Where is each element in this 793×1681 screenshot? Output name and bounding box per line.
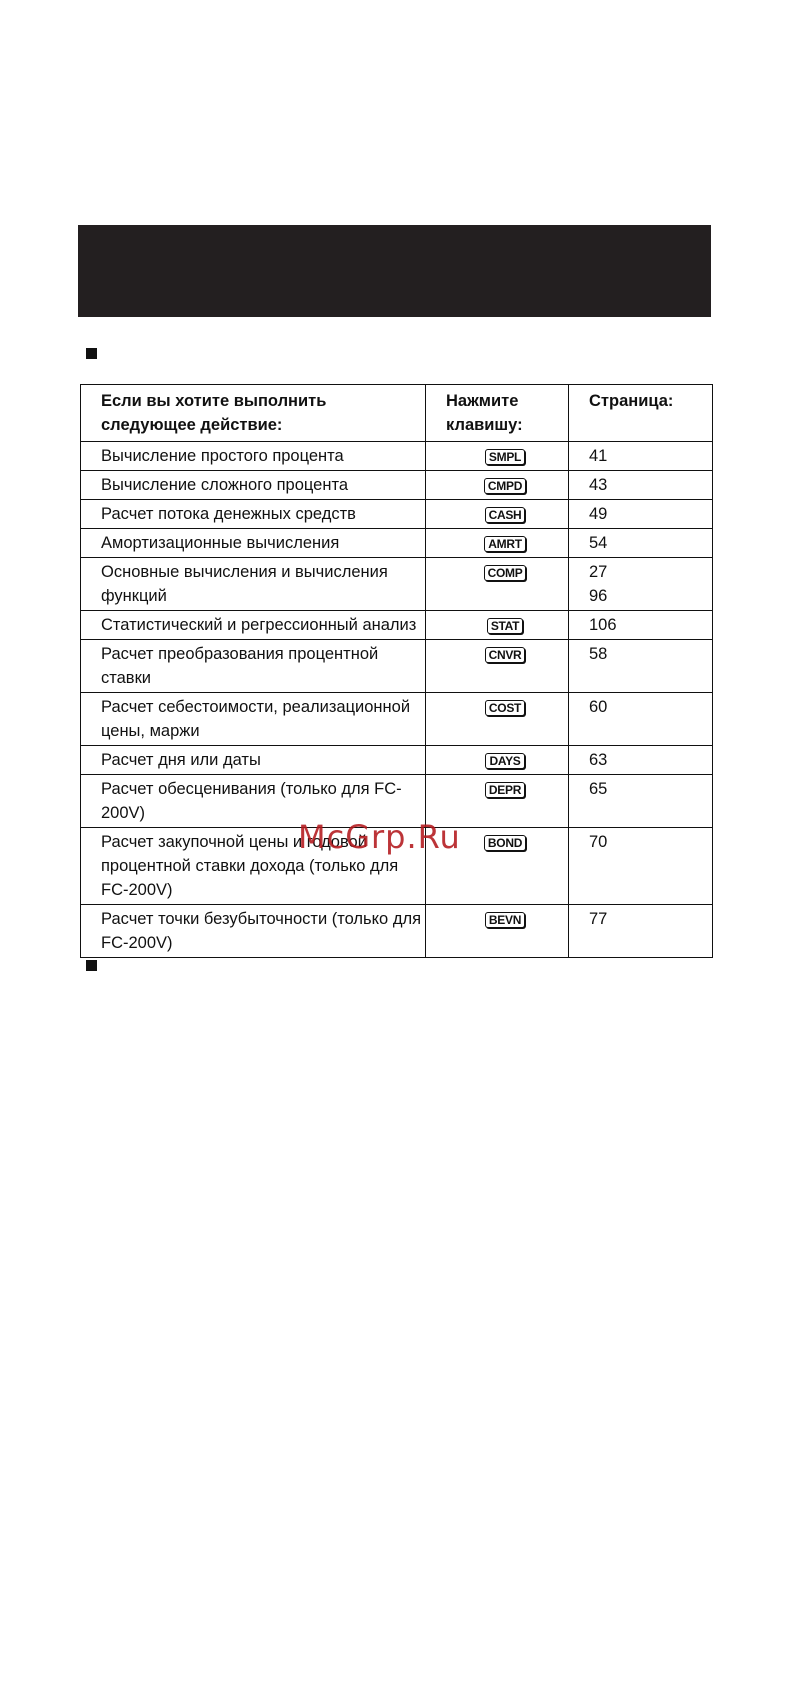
page-number: 70 [589,833,608,851]
key-cell [426,693,569,746]
page-cell [569,471,713,500]
calculator-key-icon: SMPL [485,449,525,465]
header-key: Нажмите клавишу: [426,385,569,442]
calculator-key-icon: DAYS [485,753,524,769]
calculator-key-icon: COMP [484,565,527,581]
action-cell: Расчет себестоимости, реализационной цены, маржи [81,693,426,746]
page-cell [569,905,713,958]
page-number: 77 [589,910,608,928]
key-cell [426,471,569,500]
page-number: 65 [589,780,608,798]
mode-key-table [80,384,713,958]
table-row [81,611,713,640]
bullet-square-icon [86,960,97,971]
watermark: McGrp.Ru [298,818,461,856]
action-cell: Вычисление простого процента [81,442,426,471]
key-cell [426,640,569,693]
table-header-row [81,385,713,442]
calculator-key-icon: CASH [485,507,526,523]
calculator-key-icon: BEVN [485,912,525,928]
calculator-key-icon: BOND [484,835,526,851]
table-row [81,640,713,693]
page-number: 27 [589,563,608,581]
page-number: 43 [589,476,608,494]
page-cell [569,611,713,640]
page-cell [569,775,713,828]
page-cell [569,746,713,775]
key-cell [426,828,569,905]
header-page: Страница: [569,385,713,442]
table-row [81,500,713,529]
action-cell: Амортизационные вычисления [81,529,426,558]
page-cell [569,442,713,471]
page-cell [569,500,713,529]
page-number: 49 [589,505,608,523]
key-cell [426,905,569,958]
key-cell [426,442,569,471]
page-cell [569,558,713,611]
key-cell [426,500,569,529]
table-row [81,529,713,558]
key-cell [426,775,569,828]
action-cell: Расчет точки безубыточности (только для FC-200V) [81,905,426,958]
bullet-square-icon [86,348,97,359]
action-cell: Расчет дня или даты [81,746,426,775]
calculator-key-icon: STAT [487,618,523,634]
header-action: Если вы хотите выполнить следующее действие: [81,385,426,442]
table-row [81,828,713,905]
page-number: 41 [589,447,608,465]
page-number: 54 [589,534,608,552]
table-row [81,471,713,500]
calculator-key-icon: DEPR [485,782,525,798]
table-row [81,746,713,775]
calculator-key-icon: COST [485,700,525,716]
table-row [81,775,713,828]
page-cell [569,529,713,558]
page-cell [569,693,713,746]
key-cell [426,746,569,775]
calculator-key-icon: AMRT [484,536,525,552]
table-row [81,693,713,746]
action-cell: Расчет закупочной цены и годовой процентной ставки дохода (только для FC-200V) [81,828,426,905]
calculator-key-icon: CNVR [485,647,526,663]
section-header-bar [78,225,711,317]
action-cell: Статистический и регрессионный анализ [81,611,426,640]
calculator-key-icon: CMPD [484,478,526,494]
action-cell: Расчет обесценивания (только для FC-200V) [81,775,426,828]
page-number: 58 [589,645,608,663]
action-cell: Вычисление сложного процента [81,471,426,500]
page-number: 106 [589,616,617,634]
table-row [81,558,713,611]
page-number: 60 [589,698,608,716]
action-cell: Расчет потока денежных средств [81,500,426,529]
table-row [81,905,713,958]
page-number: 96 [589,587,608,605]
action-cell: Основные вычисления и вычисления функций [81,558,426,611]
page-cell [569,640,713,693]
key-cell [426,529,569,558]
action-cell: Расчет преобразования процентной ставки [81,640,426,693]
key-cell [426,558,569,611]
key-cell [426,611,569,640]
page-number: 63 [589,751,608,769]
page-cell [569,828,713,905]
table-row [81,442,713,471]
